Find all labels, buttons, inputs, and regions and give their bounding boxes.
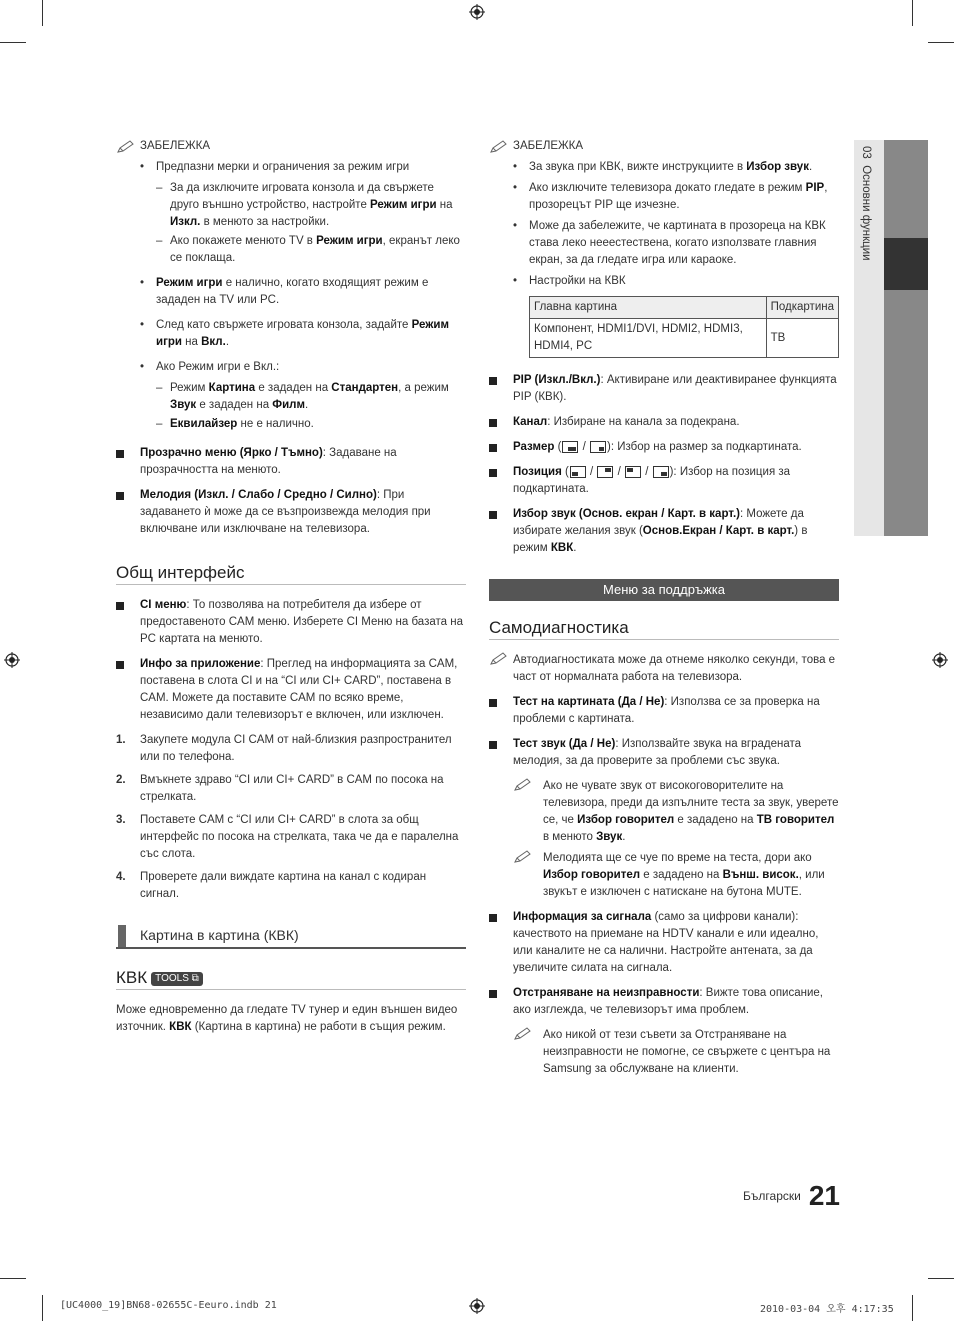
- note-label: ЗАБЕЛЕЖКА: [140, 140, 211, 152]
- list-item: • Може да забележите, че картината в прозореца на КВК става леко нееестествена, когато използвате главния екран, за да гледате игра или караоке.: [513, 218, 839, 269]
- list-item: Отстраняване на неизправности: Вижте това описание, ако изглежда, че телевизорът има проблем.: [489, 985, 839, 1019]
- pip-settings-table: [529, 296, 839, 358]
- list-item: • Предпазни мерки и ограничения за режим игри: [140, 159, 466, 176]
- list-item: Информация за сигнала (само за цифрови канали): качеството на приемане на HDTV канали е или идеално, или каналите не са налични. Настройте антената, за да увеличите силата на сигнала.: [489, 909, 839, 977]
- size-large-icon: [590, 441, 606, 453]
- list-item: Тест на картината (Да / Не): Използва се за проверка на проблеми с картината.: [489, 694, 839, 728]
- support-menu-bar: Меню за поддръжка: [489, 579, 839, 601]
- section-heading: Общ интерфейс: [116, 564, 466, 585]
- crop-mark: [0, 1278, 26, 1279]
- list-item: Прозрачно меню (Ярко / Тъмно): Задаване на прозрачността на менюто.: [116, 445, 466, 479]
- subsection-heading: Картина в картина (КВК): [116, 925, 466, 949]
- note: Автодиагностиката може да отнеме няколко секунди, това е част от нормалната работа на телевизора.: [489, 652, 839, 686]
- list-item: • Ако Режим игри е Вкл.:: [140, 359, 466, 376]
- pencil-note-icon: [513, 778, 533, 792]
- list-item: – Режим Картина е зададен на Стандартен, а режим Звук е зададен на Филм.: [156, 380, 466, 414]
- crop-mark: [912, 0, 913, 26]
- note-heading: [116, 138, 466, 155]
- crop-mark: [912, 1295, 913, 1321]
- list-item: CI меню: То позволява на потребителя да избере от предоставеното CAM меню. Изберете CI Меню на базата на PC картата на менюто.: [116, 597, 466, 648]
- right-column: [489, 138, 839, 1082]
- crop-mark: [42, 0, 43, 26]
- tools-badge: TOOLS ⧉: [151, 972, 203, 986]
- list-item: Мелодия (Изкл. / Слабо / Средно / Силно): При задаването ѝ може да се възпроизвежда мелодия при включване или изключване на телевизора.: [116, 487, 466, 538]
- note-label: ЗАБЕЛЕЖКА: [513, 140, 584, 152]
- left-column: [116, 138, 466, 1036]
- size-small-icon: [562, 441, 578, 453]
- list-item: Избор звук (Основ. екран / Карт. в карт.): Можете да избирате желания звук (Основ.Екран / Карт. в карт.) в режим КВК.: [489, 506, 839, 557]
- step-item: 2. Вмъкнете здраво “CI или CI+ CARD” в CAM по посока на стрелката.: [116, 774, 444, 803]
- page-footer: [700, 1178, 840, 1214]
- registration-mark-icon: [932, 652, 948, 668]
- note: Мелодията ще се чуе по време на теста, дори ако Избор говорител е зададено на Външ. висок., или звукът е изключен с натискане на бутона MUTE.: [513, 850, 839, 901]
- pencil-note-icon: [513, 850, 533, 864]
- section-heading: [116, 969, 466, 990]
- step-item: 1. Закупете модула CI CAM от най-близкия разпространител или по телефона.: [116, 734, 452, 763]
- list-item: • Настройки на КВК: [513, 273, 839, 290]
- registration-mark-icon: [469, 1298, 485, 1314]
- registration-mark-icon: [469, 4, 485, 20]
- pencil-note-icon: [513, 1027, 533, 1041]
- kbk-description: Може едновременно да гледате TV тунер и един външен видео източник. КВК (Картина в картина) не работи в същия режим.: [116, 1004, 458, 1033]
- chapter-number: 03: [860, 146, 872, 159]
- crop-mark: [928, 42, 954, 43]
- list-item: Тест звук (Да / Не): Използвайте звука на вградената мелодия, за да проверите за проблеми със звука.: [489, 736, 839, 770]
- pencil-note-icon: [116, 140, 136, 154]
- position-top-right-icon: [597, 466, 613, 478]
- table-header: Подкартина: [766, 297, 838, 319]
- list-item: Канал: Избиране на канала за подекрана.: [489, 414, 839, 431]
- table-cell: Компонент, HDMI1/DVI, HDMI2, HDMI3, HDMI4, PC: [530, 319, 767, 358]
- note: Ако никой от тези съвети за Отстраняване на неизправности не помогне, се свържете с центъра на Samsung за обслужване на клиенти.: [513, 1027, 839, 1078]
- list-item: • Ако изключите телевизора докато гледате в режим PIP, прозорецът PIP ще изчезне.: [513, 180, 839, 214]
- side-tab-bar: [884, 140, 928, 536]
- list-item: • След като свържете игровата конзола, задайте Режим игри на Вкл..: [140, 317, 466, 351]
- list-item: • Режим игри е налично, когато входящият режим е зададен на TV или PC.: [140, 275, 466, 309]
- side-tab-active: [884, 238, 928, 290]
- list-item: – За да изключите игровата конзола и да свържете друго външно устройство, настройте Режим игри на Изкл. в менюто за настройки.: [156, 180, 466, 231]
- print-file-info: [UC4000_19]BN68-02655C-Eeuro.indb 21: [60, 1300, 277, 1311]
- side-tab: [854, 140, 886, 536]
- crop-mark: [0, 42, 26, 43]
- note: Ако не чувате звук от високоговорителите на телевизора, преди да изпълните теста за звук, уверете се, че Избор говорител е зададено на ТВ говорител в менюто Звук.: [513, 778, 839, 846]
- pencil-note-icon: [489, 652, 509, 666]
- table-header: Главна картина: [530, 297, 767, 319]
- list-item: Позиция ( / / / ): Избор на позиция за подкартината.: [489, 464, 839, 498]
- page-number: 21: [808, 1180, 840, 1211]
- list-item: Размер ( / ): Избор на размер за подкартината.: [489, 439, 839, 456]
- position-top-left-icon: [625, 466, 641, 478]
- list-item: – Еквилайзер не е налично.: [156, 416, 466, 433]
- section-heading: Самодиагностика: [489, 619, 839, 640]
- language-label: Български: [743, 1189, 801, 1203]
- print-timestamp: 2010-03-04 오후 4:17:35: [760, 1304, 894, 1315]
- pencil-note-icon: [489, 140, 509, 154]
- list-item: • За звука при КВК, вижте инструкциите в Избор звук.: [513, 159, 839, 176]
- registration-mark-icon: [4, 652, 20, 668]
- position-bottom-right-icon: [653, 466, 669, 478]
- note-heading: [489, 138, 839, 155]
- step-item: 3. Поставете CAM с “CI или CI+ CARD” в слота за общ интерфейс по посока на стрелката, така че да е паралелна със слота.: [116, 814, 459, 860]
- kbk-heading: КВК: [116, 968, 148, 987]
- list-item: PIP (Изкл./Вкл.): Активиране или деактивиранее функцията PIP (КВК).: [489, 372, 839, 406]
- crop-mark: [42, 1295, 43, 1321]
- list-item: – Ако покажете менюто TV в Режим игри, екранът леко се поклаща.: [156, 233, 466, 267]
- position-bottom-left-icon: [570, 466, 586, 478]
- list-item: Инфо за приложение: Преглед на информацията за CAM, поставена в слота CI и на “CI или CI+ CARD”, поставена в CAM. Можете да поставите CAM по всяко време, независимо дали телевизорът е включен, или изключен.: [116, 656, 466, 724]
- crop-mark: [928, 1278, 954, 1279]
- table-cell: ТВ: [766, 319, 838, 358]
- step-item: 4. Проверете дали виждате картина на канал с кодиран сигнал.: [116, 871, 427, 900]
- chapter-title: Основни функции: [860, 165, 872, 261]
